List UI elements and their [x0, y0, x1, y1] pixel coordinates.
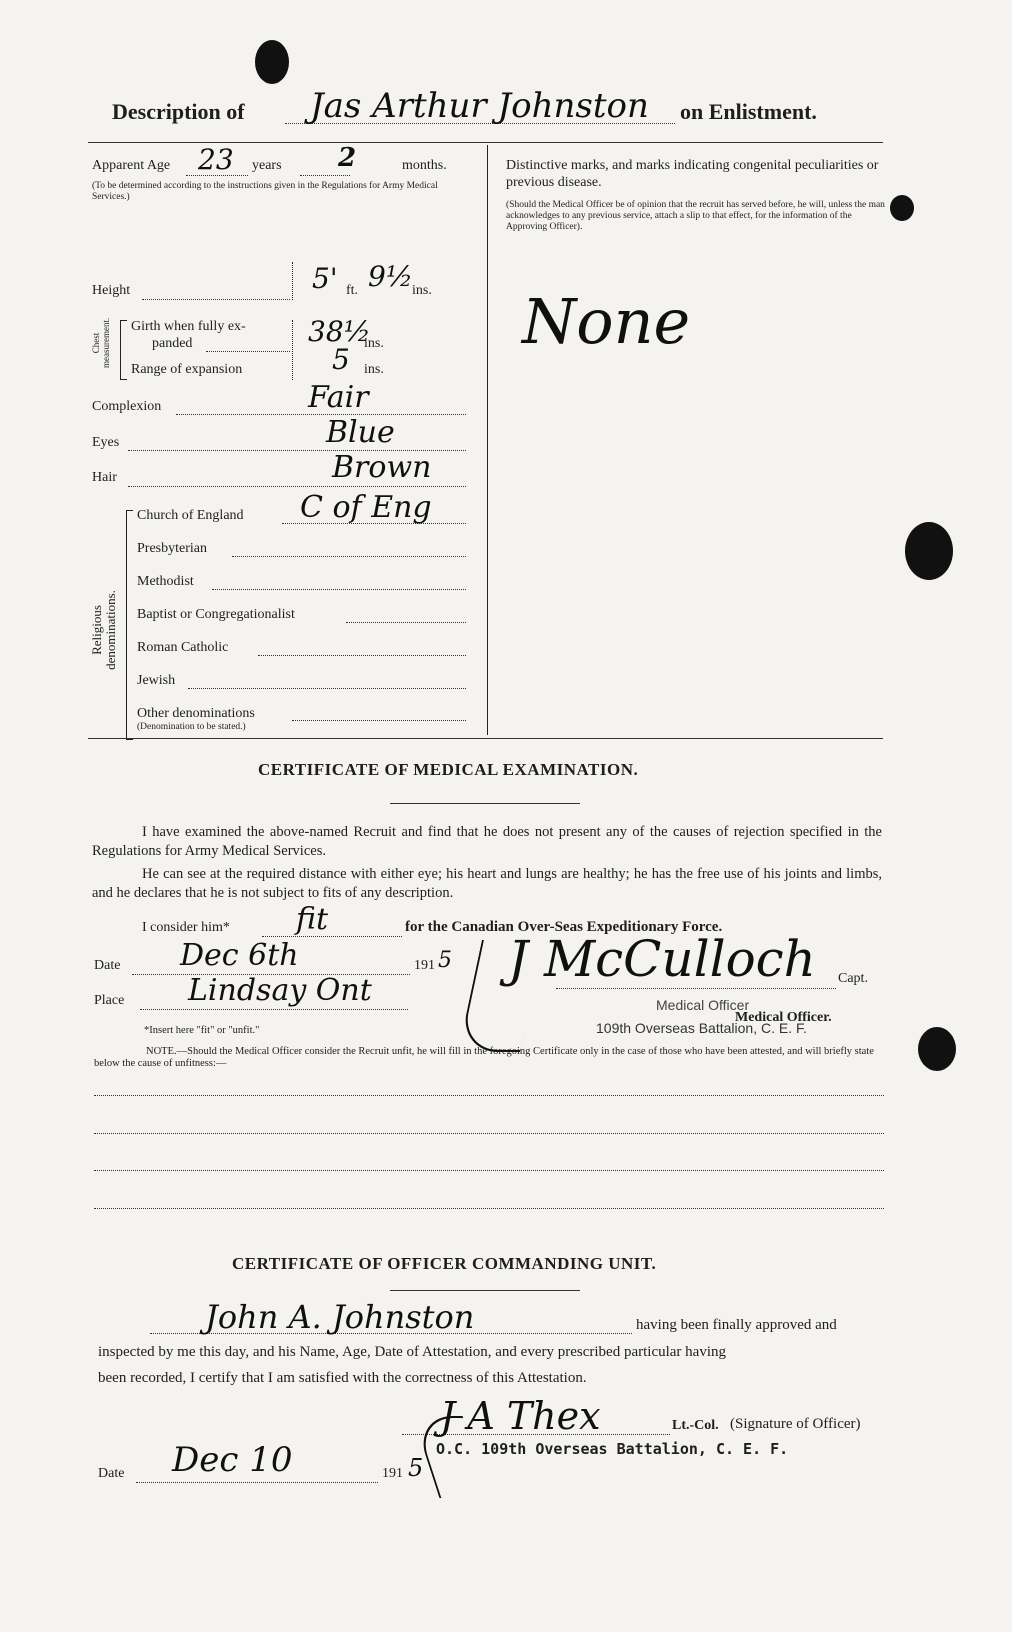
signature-line — [556, 988, 836, 989]
signature-flourish — [458, 940, 544, 1052]
hair-value: Brown — [332, 450, 432, 485]
religion-methodist-line — [212, 589, 466, 590]
commanding-text-1: having been finally approved and — [636, 1317, 837, 1333]
religion-side-label: Religious denominations. — [89, 590, 118, 670]
chest-label: Chest measurement. — [91, 317, 111, 368]
rank-label: Lt.-Col. — [672, 1418, 719, 1433]
eyes-label: Eyes — [92, 435, 120, 450]
girth-label-2: panded — [152, 336, 193, 351]
age-note: (To be determined according to the instructions given in the Regulations for Army Medical Services.) — [92, 181, 438, 202]
medical-place-line — [140, 1009, 408, 1010]
punch-hole — [890, 195, 914, 221]
unfit-line-3 — [94, 1170, 884, 1171]
medical-place-label: Place — [94, 993, 125, 1008]
medical-year-value: 5 — [438, 948, 452, 973]
chest-bracket — [120, 320, 127, 380]
religion-presbyterian-label: Presbyterian — [137, 541, 207, 556]
unfit-line-1 — [94, 1095, 884, 1096]
expansion-ins-label: ins. — [364, 362, 384, 377]
capt-label: Capt. — [838, 971, 868, 986]
unit-label: O.C. 109th Overseas Battalion, C. E. F. — [436, 1440, 789, 1458]
eyes-value: Blue — [326, 415, 395, 450]
religion-other-note: (Denomination to be stated.) — [137, 722, 246, 732]
girth-label-1: Girth when fully ex- — [131, 319, 246, 334]
hair-line — [128, 486, 466, 487]
commanding-date-line — [136, 1482, 378, 1483]
header-suffix: on Enlistment. — [680, 99, 817, 124]
medical-place-value: Lindsay Ont — [188, 973, 372, 1008]
medical-paragraph-2: He can see at the required distance with either eye; his heart and lungs are healthy; he has the free use of his joints and limbs, and he declares that he is not subject to fits of any description. — [92, 866, 882, 901]
complexion-label: Complexion — [92, 399, 162, 414]
medical-title: CERTIFICATE OF MEDICAL EXAMINATION. — [258, 760, 639, 779]
commanding-year-value: 5 — [408, 1454, 424, 1482]
height-label: Height — [92, 283, 131, 298]
height-separator — [292, 262, 293, 300]
column-divider — [487, 145, 488, 735]
commanding-title: CERTIFICATE OF OFFICER COMMANDING UNIT. — [232, 1254, 657, 1273]
girth-ins-label: ins. — [364, 336, 384, 351]
ins-label: ins. — [412, 283, 432, 298]
medical-date-value: Dec 6th — [180, 938, 299, 973]
commanding-date-label: Date — [98, 1466, 125, 1481]
years-label: years — [252, 158, 282, 173]
medical-note: NOTE.—Should the Medical Officer consider the Recruit unfit, he will fill in the foregoing Certificate only in the case of those who have been attested, and will briefly state below the cause of unfitness:— — [94, 1046, 874, 1069]
for-force-label: for the Canadian Over-Seas Expeditionary Force. — [405, 919, 723, 935]
commanding-date-value: Dec 10 — [172, 1440, 293, 1480]
religion-jewish-line — [188, 688, 466, 689]
medical-paragraph-1: I have examined the above-named Recruit and find that he does not present any of the causes of rejection specified in the Regulations for Army Medical Services. — [92, 824, 882, 859]
religion-roman-catholic-label: Roman Catholic — [137, 640, 229, 655]
girth-line-a — [206, 351, 290, 352]
punch-hole — [918, 1027, 956, 1071]
medical-title-rule — [390, 803, 580, 804]
distinctive-note: (Should the Medical Officer be of opinion that the recruit has served before, he will, unless the man acknowledges to any previous service, attach a slip to that effect, for the information of the Approving Officer). — [506, 200, 885, 232]
religion-other-label: Other denominations — [137, 706, 255, 721]
religion-roman-catholic-line — [258, 655, 466, 656]
height-ft-value: 5' — [312, 262, 338, 295]
height-in-value: 9½ — [368, 260, 413, 293]
commanding-text-3: been recorded, I certify that I am satisfied with the correctness of this Attestation. — [98, 1370, 587, 1386]
medical-year-prefix: 191 — [414, 958, 435, 973]
commanding-text-2: inspected by me this day, and his Name, Age, Date of Attestation, and every prescribed particular having — [98, 1344, 727, 1360]
height-label-line — [142, 299, 290, 300]
signature-of-officer-label: (Signature of Officer) — [730, 1416, 861, 1432]
complexion-value: Fair — [308, 380, 369, 415]
religion-church-of-england-value: C of Eng — [300, 490, 432, 525]
religion-jewish-label: Jewish — [137, 673, 176, 688]
header-name-value: Jas Arthur Johnston — [310, 86, 649, 126]
insert-note: *Insert here "fit" or "unfit." — [144, 1025, 260, 1036]
expansion-label: Range of expansion — [131, 362, 243, 377]
age-months-line — [300, 175, 350, 176]
months-label: months. — [402, 158, 447, 173]
medical-signature: J McCulloch — [508, 930, 816, 988]
age-years-value: 23 — [198, 143, 234, 176]
medical-date-label: Date — [94, 958, 121, 973]
religion-other-line — [292, 720, 466, 721]
religion-presbyterian-line — [232, 556, 466, 557]
unfit-line-4 — [94, 1208, 884, 1209]
medical-officer-label: Medical Officer. — [735, 1010, 832, 1025]
commanding-signature: J A Thex — [440, 1394, 601, 1438]
consider-label: I consider him* — [142, 920, 230, 935]
religion-baptist-line — [346, 622, 466, 623]
religion-bracket — [126, 510, 133, 740]
distinctive-heading: Distinctive marks, and marks indicating congenital peculiarities or previous disease. — [506, 158, 879, 190]
expansion-value: 5 — [332, 343, 350, 376]
fit-line — [262, 936, 402, 937]
apparent-age-label: Apparent Age — [92, 158, 171, 173]
header-prefix: Description of — [112, 99, 245, 124]
punch-hole — [905, 522, 953, 580]
girth-separator — [292, 320, 293, 380]
ft-label: ft. — [346, 283, 359, 298]
unfit-line-2 — [94, 1133, 884, 1134]
distinctive-value: None — [522, 285, 691, 358]
religion-methodist-label: Methodist — [137, 574, 194, 589]
religion-church-of-england-label: Church of England — [137, 508, 244, 523]
punch-hole — [255, 40, 289, 84]
commanding-title-rule — [390, 1290, 580, 1291]
age-months-value: 2 — [338, 143, 357, 173]
stamp-line-1: Medical Officer — [656, 997, 750, 1013]
commanding-year-prefix: 191 — [382, 1466, 403, 1481]
fit-value: fit — [296, 902, 329, 937]
stamp-line-2: 109th Overseas Battalion, C. E. F. — [596, 1020, 807, 1036]
hair-label: Hair — [92, 470, 117, 485]
religion-baptist-label: Baptist or Congregationalist — [137, 607, 295, 622]
girth-value: 38½ — [308, 315, 371, 348]
commanding-name-value: John A. Johnston — [205, 1298, 475, 1336]
section-rule — [88, 738, 883, 739]
